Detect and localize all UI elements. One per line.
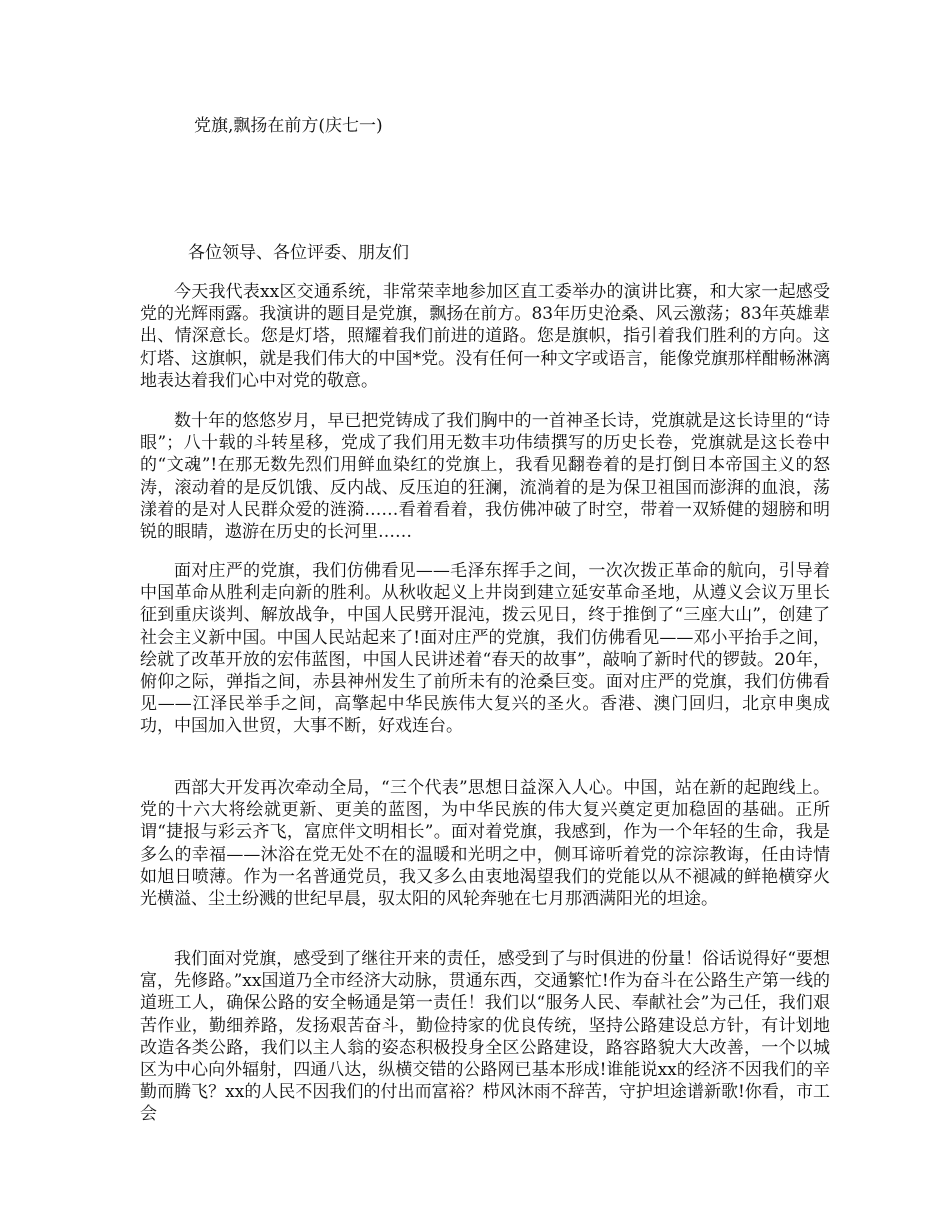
document-title: 党旗,飘扬在前方(庆七一) [194,116,383,136]
paragraph: 数十年的悠悠岁月，早已把党铸成了我们胸中的一首神圣长诗，党旗就是这长诗里的“诗眼”；八十载的斗转星移，党成了我们用无数丰功伟绩撰写的历史长卷，党旗就是这长卷中的“文魂”!在那无数先烈们用鲜血染红的党旗上，我看见翻卷着的是打倒日本帝国主义的怒涛，滚动着的是反饥饿、反内战、反压迫的狂澜，流淌着的是为保卫祖国而澎湃的血浪，荡漾着的是对人民群众爱的涟漪……看着看着，我仿佛冲破了时空，带着一双矫健的翅膀和明锐的眼睛，遨游在历史的长河里…… [140,411,830,543]
paragraph: 面对庄严的党旗，我们仿佛看见——毛泽东挥手之间，一次次拨正革命的航向，引导着中国革命从胜利走向新的胜利。从秋收起义上井岗到建立延安革命圣地，从遵义会议万里长征到重庆谈判、解放战争，中国人民劈开混沌，拨云见日，终于推倒了“三座大山”，创建了社会主义新中国。中国人民站起来了!面对庄严的党旗，我们仿佛看见——邓小平抬手之间，绘就了改革开放的宏伟蓝图，中国人民讲述着“春天的故事”，敲响了新时代的锣鼓。20年，俯仰之际，弹指之间，赤县神州发生了前所未有的沧桑巨变。面对庄严的党旗，我们仿佛看见——江泽民举手之间，高擎起中华民族伟大复兴的圣火。香港、澳门回归，北京申奥成功，中国加入世贸，大事不断，好戏连台。 [140,561,830,737]
paragraph: 我们面对党旗，感受到了继往开来的责任，感受到了与时俱进的份量！俗话说得好“要想富，先修路。”xx国道乃全市经济大动脉，贯通东西，交通繁忙!作为奋斗在公路生产第一线的道班工人，确保公路的安全畅通是第一责任！我们以“服务人民、奉献社会”为己任，我们艰苦作业，勤细养路，发扬艰苦奋斗，勤俭持家的优良传统，坚持公路建设总方针，有计划地改造各类公路，我们以主人翁的姿态积极投身全区公路建设，路容路貌大大改善，一个以城区为中心向外辐射，四通八达，纵横交错的公路网已基本形成!谁能说xx的经济不因我们的辛勤而腾飞？xx的人民不因我们的付出而富裕？栉风沐雨不辞苦，守护坦途谱新歌!你看，市工会 [140,949,830,1125]
salutation: 各位领导、各位评委、朋友们 [188,243,409,263]
paragraph: 西部大开发再次牵动全局，“三个代表”思想日益深入人心。中国，站在新的起跑线上。党的十六大将绘就更新、更美的蓝图，为中华民族的伟大复兴奠定更加稳固的基础。正所谓“捷报与彩云齐飞，富庶伴文明相长”。面对着党旗，我感到，作为一个年轻的生命，我是多么的幸福——沐浴在党无处不在的温暖和光明之中，侧耳谛听着党的淙淙教诲，任由诗情如旭日喷薄。作为一名普通党员，我又多么由衷地渴望我们的党能以从不褪减的鲜艳横穿火光横溢、尘土纷溅的世纪早晨，驭太阳的风轮奔驰在七月那洒满阳光的坦途。 [140,778,830,910]
paragraph: 今天我代表xx区交通系统，非常荣幸地参加区直工委举办的演讲比赛，和大家一起感受党的光辉雨露。我演讲的题目是党旗，飘扬在前方。83年历史沧桑、风云激荡；83年英雄辈出、情深意长。您是灯塔，照耀着我们前进的道路。您是旗帜，指引着我们胜利的方向。这灯塔、这旗帜，就是我们伟大的中国*党。没有任何一种文字或语言，能像党旗那样酣畅淋漓地表达着我们心中对党的敬意。 [140,282,830,391]
